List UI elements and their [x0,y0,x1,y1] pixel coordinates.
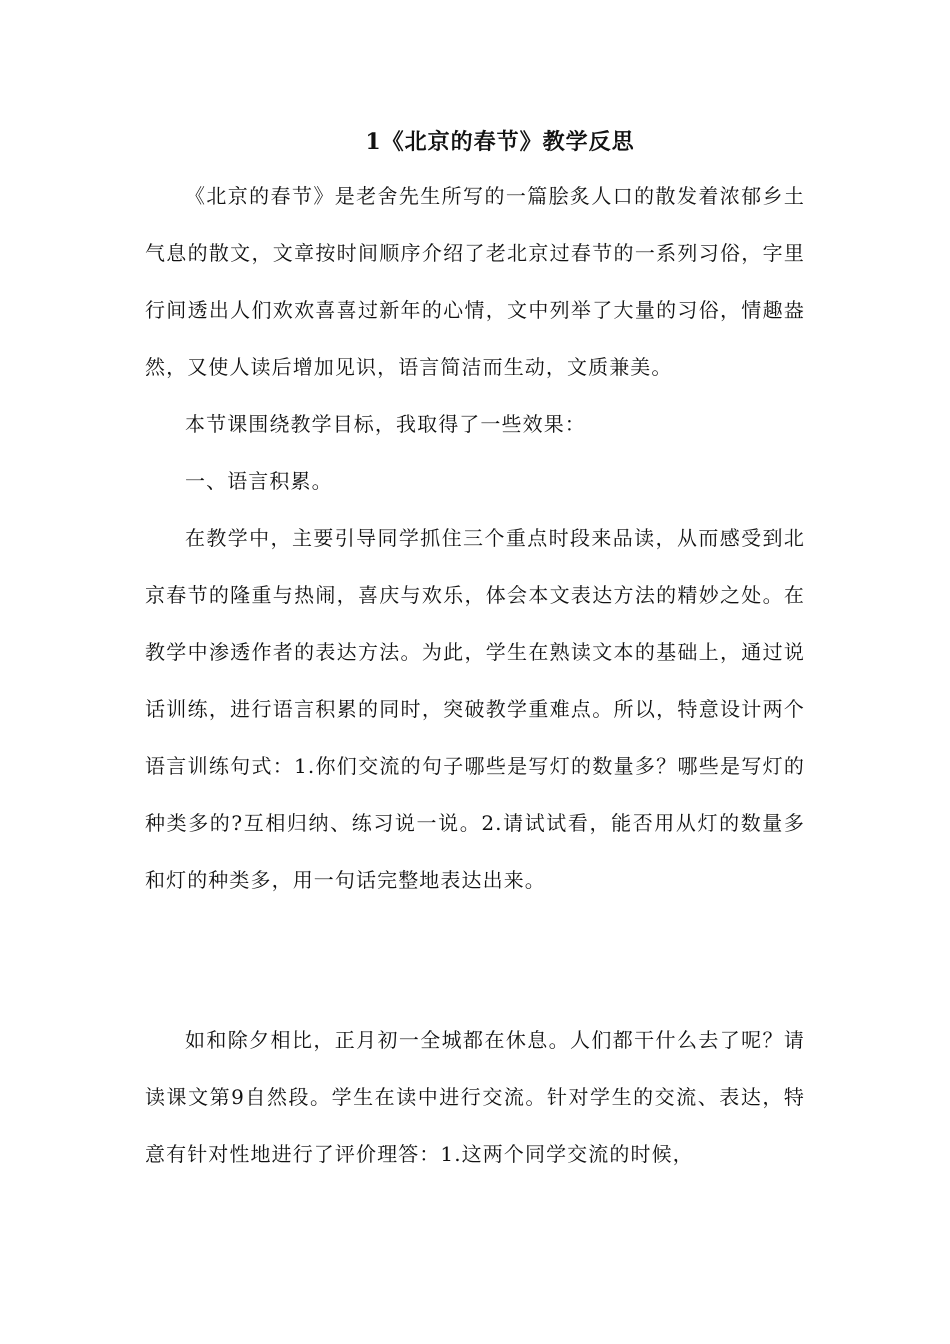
paragraph-new-year-day: 如和除夕相比，正月初一全城都在休息。人们都干什么去了呢？请读课文第9自然段。学生在读中进行交流。针对学生的交流、表达，特意有针对性地进行了评价理答：1.这两个同学交流的时候， [145,1028,805,1166]
paragraph-intro: 《北京的春节》是老舍先生所写的一篇脍炙人口的散发着浓郁乡土气息的散文，文章按时间顺序介绍了老北京过春节的一系列习俗，字里行间透出人们欢欢喜喜过新年的心情，文中列举了大量的习俗，情趣盎然，又使人读后增加见识，语言简洁而生动，文质兼美。 [145,184,805,379]
section-heading-language: 一、语言积累。 [185,469,333,493]
paragraph-teaching: 在教学中，主要引导同学抓住三个重点时段来品读，从而感受到北京春节的隆重与热闹，喜庆与欢乐，体会本文表达方法的精妙之处。在教学中渗透作者的表达方法。为此，学生在熟读文本的基础上，通过说话训练，进行语言积累的同时，突破教学重难点。所以，特意设计两个语言训练句式：1.你们交流的句子哪些是写灯的数量多？哪些是写灯的种类多的?互相归纳、练习说一说。2.请试试看，能否用从灯的数量多和灯的种类多，用一句话完整地表达出来。 [145,526,805,892]
document-body-lower [145,1012,805,1183]
paragraph-effects: 本节课围绕教学目标，我取得了一些效果： [185,412,586,436]
document-title: 1《北京的春节》教学反思 [365,129,635,155]
document-body-upper [145,168,805,909]
